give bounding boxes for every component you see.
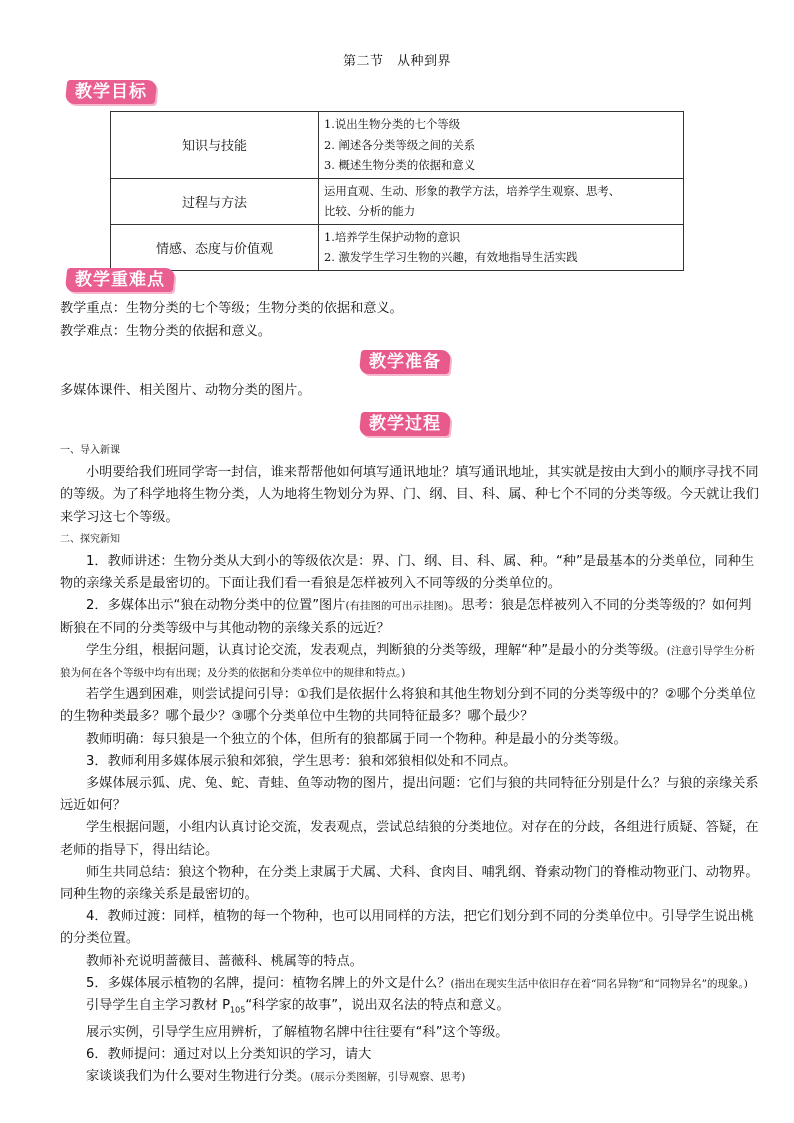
key-points-badge: 教学重难点: [65, 268, 176, 292]
paragraph: 5．多媒体展示植物的名牌，提问：植物名牌上的外文是什么？(指出在现实生活中依旧存在着“同名异物”和“同物异名”的现象。): [86, 975, 748, 991]
paragraph: 师生共同总结：狼这个物种，在分类上隶属于犬属、犬科、食肉目、哺乳纲、脊索动物门的脊椎动物亚门、动物界。同种生物的亲缘关系是最密切的。: [60, 864, 759, 903]
intro-paragraph: 小明要给我们班同学寄一封信，谁来帮帮他如何填写通讯地址？填写通讯地址，其实就是按由大到小的顺序寻找不同的等级。为了科学地将生物分类，人为地将生物划分为界、门、纲、目、科、属、种七个不同的分类等级。今天就让我们来学习这七个等级。: [60, 465, 759, 525]
table-row: [111, 178, 684, 224]
paragraph: 家谈谈我们为什么要对生物进行分类。(展示分类图解，引导观察、思考): [86, 1069, 466, 1085]
paragraph: 学生分组，根据问题，认真讨论交流，发表观点，判断狼的分类等级，理解“种”是最小的分类等级。(注意引导学生分析狼为何在各个等级中均有出现；及分类的依据和分类单位中的规律和特点。): [60, 642, 755, 680]
preparation-text: 多媒体课件、相关图片、动物分类的图片。: [60, 383, 311, 398]
paragraph: 2．多媒体出示“狼在动物分类中的位置”图片(有挂图的可出示挂图)。思考：狼是怎样被列入不同的分类等级的？如何判断狼在不同的分类等级中与其他动物的亲缘关系的远近？: [60, 598, 752, 636]
paragraph: 教师明确：每只狼是一个独立的个体，但所有的狼都属于同一个物种。种是最小的分类等级。: [86, 731, 627, 747]
objective-label: 情感、态度与价值观: [111, 224, 319, 270]
objective-label: 知识与技能: [111, 112, 319, 179]
paragraph: 学生根据问题，小组内认真讨论交流，发表观点，尝试总结狼的分类地位。对存在的分歧，各组进行质疑、答疑，在老师的指导下，得出结论。: [60, 820, 759, 858]
objective-content: 1.说出生物分类的七个等级 2. 阐述各分类等级之间的关系 3. 概述生物分类的依据和意义: [319, 112, 684, 179]
paragraph: 若学生遇到困难，则尝试提问引导：①我们是依据什么将狼和其他生物划分到不同的分类等级中的？②哪个分类单位的生物种类最多？哪个最少？③哪个分类单位中生物的共同特征最多？哪个最少？: [60, 687, 756, 725]
preparation-badge: 教学准备: [359, 350, 452, 374]
table-row: [111, 224, 684, 270]
paragraph: 教师补充说明蔷薇目、蔷薇科、桃属等的特点。: [86, 953, 363, 969]
objective-content: 1.培养学生保护动物的意识 2. 激发学生学习生物的兴趣，有效地指导生活实践: [319, 224, 684, 270]
lesson-title: 第二节 从种到界: [342, 54, 451, 69]
process-section: [60, 440, 760, 1089]
paragraph: 6．教师提问：通过对以上分类知识的学习，请大: [86, 1047, 372, 1063]
section-heading: 一、导入新课: [60, 445, 120, 456]
process-badge: 教学过程: [359, 412, 452, 436]
section-heading: 二、探究新知: [60, 533, 120, 545]
teaching-focus: 教学重点：生物分类的七个等级；生物分类的依据和意义。: [60, 301, 403, 316]
paragraph: 1．教师讲述：生物分类从大到小的等级依次是：界、门、纲、目、科、属、种。“种”是最基本的分类单位，同种生物的亲缘关系是最密切的。下面让我们看一看狼是怎样被列入不同等级的分类单位的。: [60, 554, 755, 592]
objectives-badge: 教学目标: [65, 80, 158, 104]
key-points-section: [60, 298, 760, 343]
paragraph: 引导学生自主学习教材 $P_{105}“$科学家的故事”，说出双名法的特点和意义。: [86, 998, 510, 1015]
paragraph: 3．教师利用多媒体展示狼和郊狼，学生思考：狼和郊狼相似处和不同点。: [86, 753, 517, 769]
paragraph: 展示实例，引导学生应用辨析，了解植物名牌中往往要有“科”这个等级。: [86, 1024, 509, 1040]
paragraph: 多媒体展示狐、虎、兔、蛇、青蛙、鱼等动物的图片，提出问题：它们与狼的共同特征分别是什么？与狼的亲缘关系远近如何？: [60, 776, 759, 814]
table-row: [111, 112, 684, 179]
teaching-difficulty: 教学难点：生物分类的依据和意义。: [60, 323, 271, 339]
objectives-table: [110, 111, 684, 271]
paragraph: 4．教师过渡：同样，植物的每一个物种，也可以用同样的方法，把它们划分到不同的分类单位中。引导学生说出桃的分类位置。: [60, 909, 754, 947]
objective-label: 过程与方法: [111, 178, 319, 224]
objective-content: 运用直观、生动、形象的教学方法，培养学生观察、思考、 比较、分析的能力: [319, 178, 684, 224]
